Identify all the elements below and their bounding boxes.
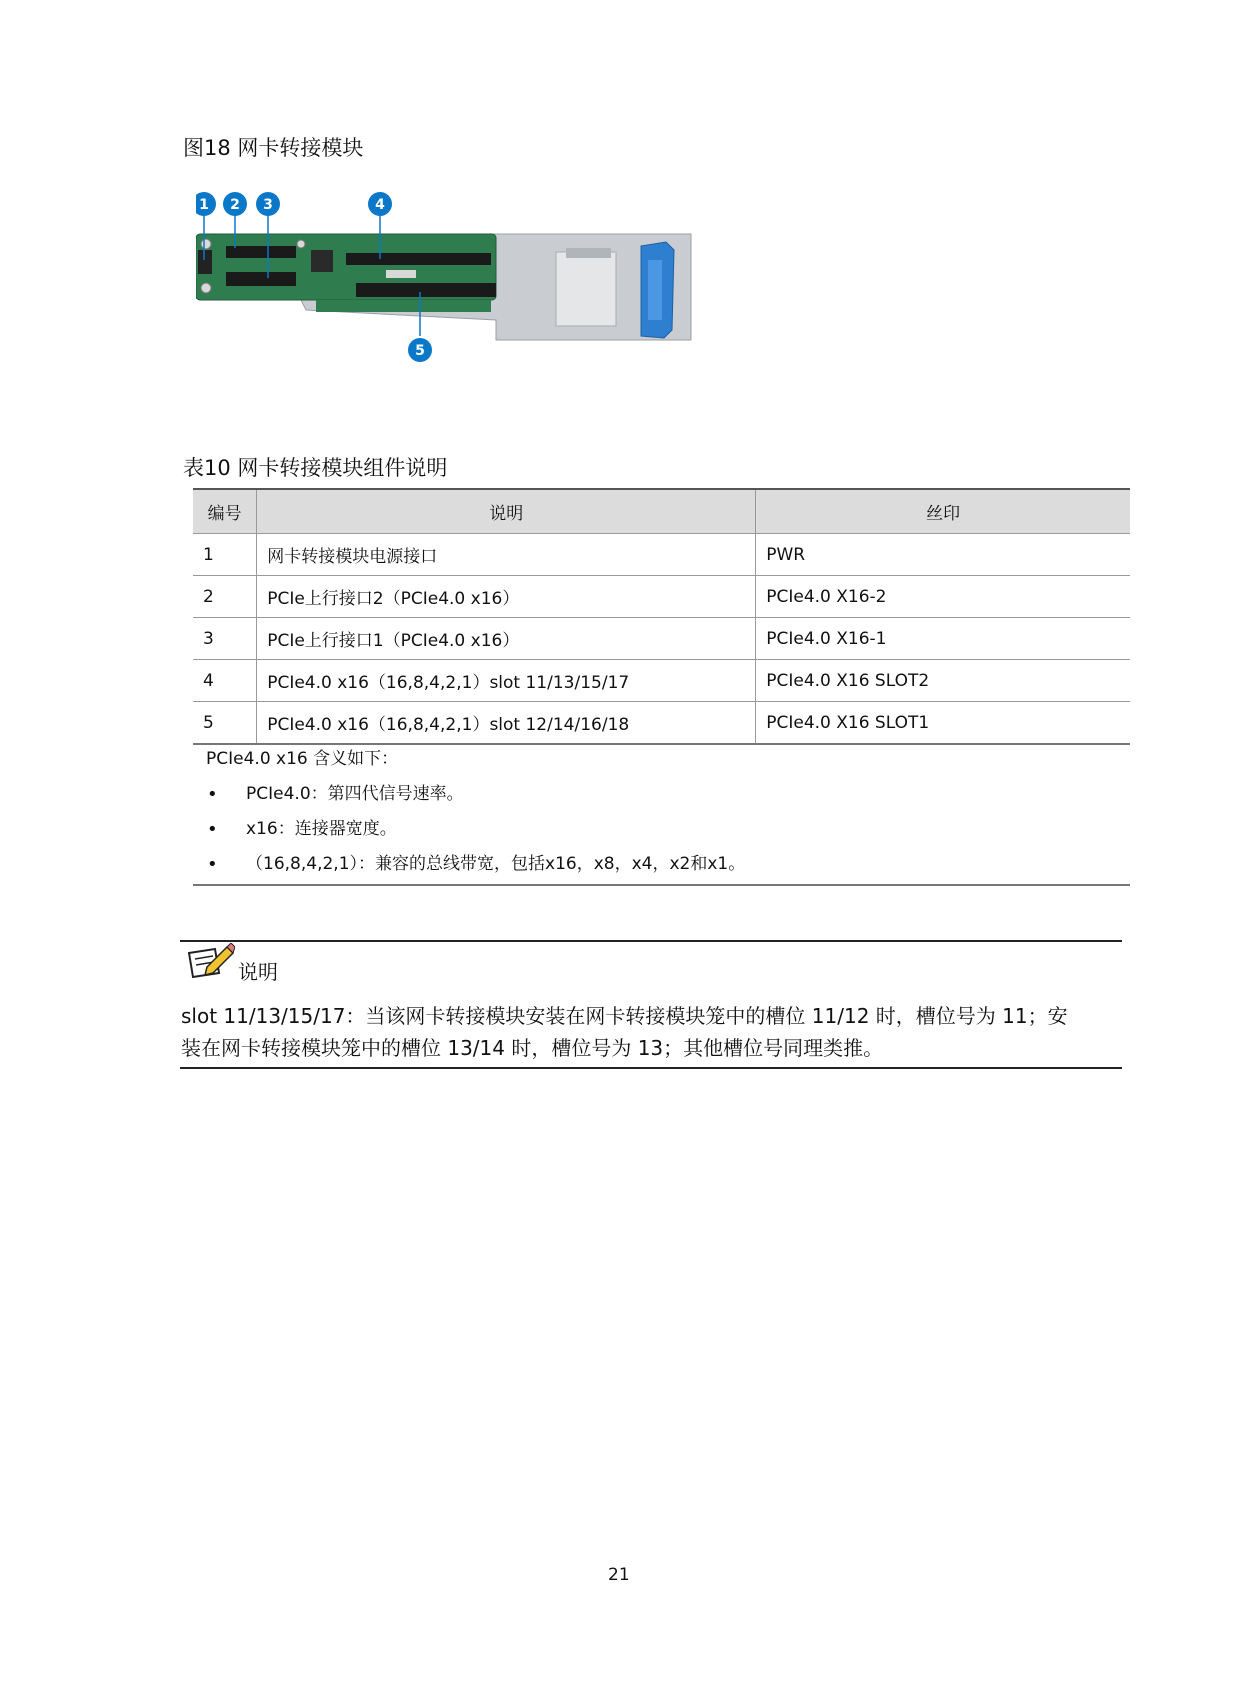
table-row — [193, 702, 1130, 745]
table-row — [193, 576, 1130, 618]
uplink-connector-2 — [226, 246, 296, 258]
component-table — [193, 488, 1130, 745]
header-description: 说明 — [257, 489, 756, 534]
note-pencil-icon — [185, 943, 235, 983]
notes-bullet: • x16：连接器宽度。 — [193, 812, 1130, 847]
svg-text:1: 1 — [199, 197, 209, 213]
callout-2-icon — [223, 192, 247, 216]
callout-4-icon — [368, 192, 392, 216]
note-line-2: 装在网卡转接模块笼中的槽位 13/14 时，槽位号为 13；其他槽位号同理类推。 — [181, 1036, 884, 1060]
notes-divider — [193, 884, 1130, 886]
table-row — [193, 618, 1130, 660]
table-row — [193, 534, 1130, 576]
row-description: 网卡转接模块电源接口 — [257, 534, 756, 576]
table-row — [193, 660, 1130, 702]
row-number: 4 — [193, 660, 257, 702]
callout-1-icon — [196, 192, 216, 216]
row-silkscreen: PWR — [756, 534, 1130, 576]
header-silkscreen: 丝印 — [756, 489, 1130, 534]
notes-intro: PCIe4.0 x16 含义如下： — [206, 749, 399, 769]
note-line-1: slot 11/13/15/17：当该网卡转接模块安装在网卡转接模块笼中的槽位 11/12 时，槽位号为 11；安 — [181, 1004, 1068, 1028]
header-number: 编号 — [193, 489, 257, 534]
riser-module-figure — [196, 190, 716, 380]
svg-text:2: 2 — [230, 197, 240, 213]
row-description: PCIe上行接口2（PCIe4.0 x16） — [257, 576, 756, 618]
note-heading: 说明 — [238, 960, 278, 984]
slot-connector-4 — [346, 253, 491, 265]
row-description: PCIe上行接口1（PCIe4.0 x16） — [257, 618, 756, 660]
callout-3-icon — [256, 192, 280, 216]
row-number: 1 — [193, 534, 257, 576]
table-header-row — [193, 489, 1130, 534]
page-number: 21 — [608, 1565, 630, 1585]
note-body — [181, 1000, 1116, 1064]
slot-connector-5 — [356, 283, 496, 297]
svg-text:4: 4 — [375, 197, 385, 213]
row-silkscreen: PCIe4.0 X16-1 — [756, 618, 1130, 660]
notes-bullet: • PCIe4.0：第四代信号速率。 — [193, 777, 1130, 812]
svg-text:5: 5 — [415, 343, 425, 359]
row-description: PCIe4.0 x16（16,8,4,2,1）slot 11/13/15/17 — [257, 660, 756, 702]
note-divider-bottom — [180, 1067, 1122, 1069]
row-number: 2 — [193, 576, 257, 618]
table-notes — [193, 742, 1130, 882]
row-silkscreen: PCIe4.0 X16-2 — [756, 576, 1130, 618]
callout-5-icon — [408, 338, 432, 362]
uplink-connector-1 — [226, 272, 296, 286]
figure-title: 图18 网卡转接模块 — [183, 136, 364, 160]
notes-bullet: • （16,8,4,2,1）：兼容的总线带宽，包括x16，x8，x4，x2和x1。 — [193, 847, 1130, 882]
cage-window — [556, 252, 616, 326]
row-number: 3 — [193, 618, 257, 660]
table-title: 表10 网卡转接模块组件说明 — [183, 456, 448, 480]
row-description: PCIe4.0 x16（16,8,4,2,1）slot 12/14/16/18 — [257, 702, 756, 745]
row-number: 5 — [193, 702, 257, 745]
power-connector — [198, 250, 212, 274]
row-silkscreen: PCIe4.0 X16 SLOT1 — [756, 702, 1130, 745]
svg-text:3: 3 — [263, 197, 273, 213]
note-divider-top — [180, 940, 1122, 942]
row-silkscreen: PCIe4.0 X16 SLOT2 — [756, 660, 1130, 702]
